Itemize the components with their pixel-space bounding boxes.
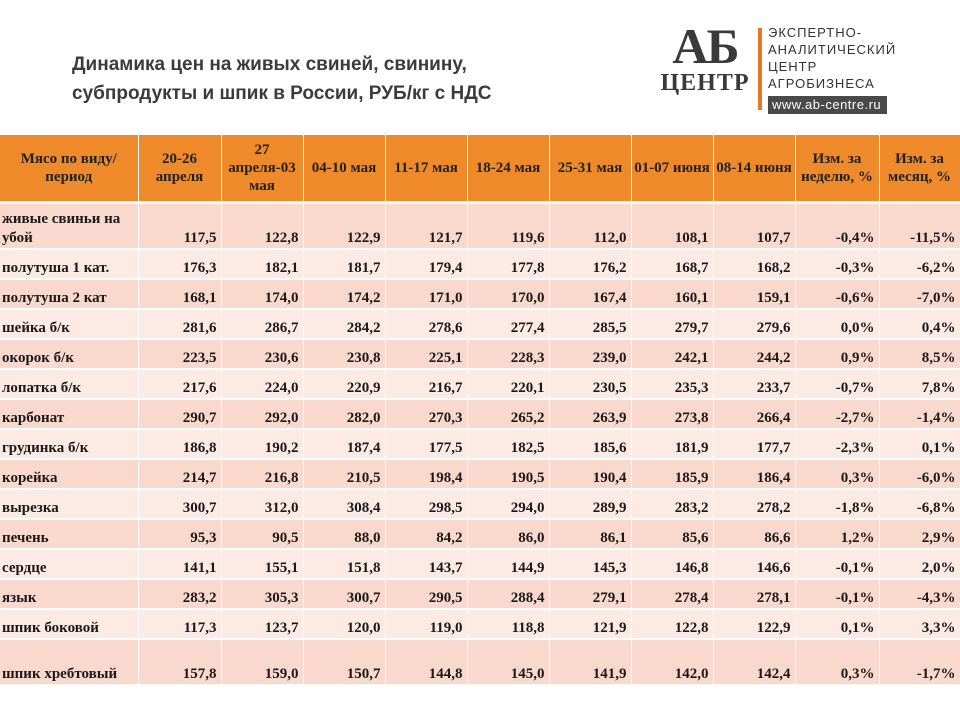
price-cell: 122,8 (221, 203, 303, 250)
price-cell: 146,8 (631, 549, 713, 579)
price-cell: 118,8 (467, 609, 549, 639)
product-name-cell: вырезка (0, 489, 138, 519)
change-cell: 2,9% (879, 519, 960, 549)
price-cell: 145,0 (467, 639, 549, 685)
table-row (0, 399, 960, 429)
price-cell: 176,2 (549, 249, 631, 279)
change-cell: -4,3% (879, 579, 960, 609)
table-row (0, 609, 960, 639)
logo-line-2: АНАЛИТИЧЕСКИЙ (768, 42, 897, 57)
price-cell: 242,1 (631, 339, 713, 369)
price-cell: 220,9 (303, 369, 385, 399)
change-cell: -7,0% (879, 279, 960, 309)
price-cell: 182,5 (467, 429, 549, 459)
change-cell: -0,4% (795, 203, 879, 250)
price-cell: 185,9 (631, 459, 713, 489)
price-cell: 146,6 (713, 549, 795, 579)
price-cell: 292,0 (221, 399, 303, 429)
price-cell: 167,4 (549, 279, 631, 309)
price-cell: 220,1 (467, 369, 549, 399)
price-cell: 283,2 (138, 579, 221, 609)
change-cell: -11,5% (879, 203, 960, 250)
price-cell: 159,0 (221, 639, 303, 685)
change-cell: 3,3% (879, 609, 960, 639)
column-header: 20-26 апреля (138, 135, 221, 203)
price-cell: 266,4 (713, 399, 795, 429)
price-cell: 214,7 (138, 459, 221, 489)
product-name-cell: шпик хребтовый (0, 639, 138, 685)
price-cell: 216,7 (385, 369, 467, 399)
change-cell: -0,3% (795, 249, 879, 279)
product-name-cell: карбонат (0, 399, 138, 429)
price-cell: 265,2 (467, 399, 549, 429)
change-cell: -6,2% (879, 249, 960, 279)
price-cell: 284,2 (303, 309, 385, 339)
price-cell: 289,9 (549, 489, 631, 519)
price-cell: 144,9 (467, 549, 549, 579)
price-cell: 145,3 (549, 549, 631, 579)
table-header-row (0, 135, 960, 203)
price-cell: 282,0 (303, 399, 385, 429)
price-cell: 225,1 (385, 339, 467, 369)
column-header: 01-07 июня (631, 135, 713, 203)
product-name-cell: сердце (0, 549, 138, 579)
price-cell: 230,8 (303, 339, 385, 369)
price-cell: 279,1 (549, 579, 631, 609)
change-cell: -6,8% (879, 489, 960, 519)
price-cell: 281,6 (138, 309, 221, 339)
product-name-cell: шейка б/к (0, 309, 138, 339)
price-cell: 279,7 (631, 309, 713, 339)
change-cell: -2,7% (795, 399, 879, 429)
price-cell: 120,0 (303, 609, 385, 639)
column-header: 11-17 мая (385, 135, 467, 203)
price-cell: 190,5 (467, 459, 549, 489)
logo-mark (660, 18, 750, 96)
logo-text (768, 24, 896, 114)
price-cell: 190,4 (549, 459, 631, 489)
logo-url: www.ab-centre.ru (768, 96, 887, 114)
price-cell: 123,7 (221, 609, 303, 639)
column-header: 18-24 мая (467, 135, 549, 203)
price-cell: 168,1 (138, 279, 221, 309)
price-cell: 170,0 (467, 279, 549, 309)
price-cell: 186,8 (138, 429, 221, 459)
price-cell: 151,8 (303, 549, 385, 579)
price-cell: 112,0 (549, 203, 631, 250)
price-cell: 88,0 (303, 519, 385, 549)
logo-line-1: ЭКСПЕРТНО- (768, 25, 863, 40)
product-name-cell: полутуша 1 кат. (0, 249, 138, 279)
price-cell: 300,7 (303, 579, 385, 609)
column-header: 04-10 мая (303, 135, 385, 203)
page-title (72, 50, 592, 108)
product-name-cell: лопатка б/к (0, 369, 138, 399)
price-cell: 210,5 (303, 459, 385, 489)
title-line-2: субпродукты и шпик в России, РУБ/кг с НДС (72, 83, 492, 104)
price-cell: 270,3 (385, 399, 467, 429)
price-cell: 174,0 (221, 279, 303, 309)
price-cell: 108,1 (631, 203, 713, 250)
price-cell: 157,8 (138, 639, 221, 685)
price-cell: 224,0 (221, 369, 303, 399)
price-cell: 117,5 (138, 203, 221, 250)
price-cell: 174,2 (303, 279, 385, 309)
price-cell: 230,6 (221, 339, 303, 369)
price-cell: 283,2 (631, 489, 713, 519)
table-row (0, 339, 960, 369)
price-cell: 117,3 (138, 609, 221, 639)
product-name-cell: печень (0, 519, 138, 549)
price-cell: 217,6 (138, 369, 221, 399)
price-cell: 90,5 (221, 519, 303, 549)
price-cell: 182,1 (221, 249, 303, 279)
column-header: 08-14 июня (713, 135, 795, 203)
price-cell: 298,5 (385, 489, 467, 519)
table-row (0, 549, 960, 579)
price-cell: 187,4 (303, 429, 385, 459)
product-name-cell: грудинка б/к (0, 429, 138, 459)
price-cell: 290,7 (138, 399, 221, 429)
price-cell: 239,0 (549, 339, 631, 369)
change-cell: 7,8% (879, 369, 960, 399)
price-cell: 122,8 (631, 609, 713, 639)
price-cell: 122,9 (303, 203, 385, 250)
product-name-cell: живые свиньи на убой (0, 203, 138, 250)
price-table (0, 135, 960, 686)
price-cell: 278,4 (631, 579, 713, 609)
price-cell: 86,6 (713, 519, 795, 549)
price-cell: 277,4 (467, 309, 549, 339)
table-row (0, 579, 960, 609)
logo-mark-bottom: ЦЕНТР (660, 70, 750, 96)
price-cell: 308,4 (303, 489, 385, 519)
price-cell: 176,3 (138, 249, 221, 279)
price-cell: 285,5 (549, 309, 631, 339)
product-name-cell: корейка (0, 459, 138, 489)
price-cell: 300,7 (138, 489, 221, 519)
table-row (0, 279, 960, 309)
price-cell: 121,7 (385, 203, 467, 250)
change-cell: -0,1% (795, 579, 879, 609)
price-cell: 177,5 (385, 429, 467, 459)
price-cell: 312,0 (221, 489, 303, 519)
price-cell: 141,1 (138, 549, 221, 579)
table-row (0, 249, 960, 279)
change-cell: 0,0% (795, 309, 879, 339)
price-cell: 288,4 (467, 579, 549, 609)
price-cell: 177,8 (467, 249, 549, 279)
table-row (0, 369, 960, 399)
price-cell: 290,5 (385, 579, 467, 609)
price-cell: 84,2 (385, 519, 467, 549)
change-cell: -0,7% (795, 369, 879, 399)
price-cell: 141,9 (549, 639, 631, 685)
column-header-product: Мясо по виду/период (0, 135, 138, 203)
price-cell: 181,9 (631, 429, 713, 459)
table-row (0, 459, 960, 489)
change-cell: 0,4% (879, 309, 960, 339)
title-line-1: Динамика цен на живых свиней, свинину, (72, 54, 467, 75)
change-cell: 0,1% (879, 429, 960, 459)
table-row (0, 429, 960, 459)
price-cell: 85,6 (631, 519, 713, 549)
price-cell: 294,0 (467, 489, 549, 519)
price-cell: 273,8 (631, 399, 713, 429)
logo-line-4: АГРОБИЗНЕСА (768, 76, 875, 91)
change-cell: 2,0% (879, 549, 960, 579)
product-name-cell: шпик боковой (0, 609, 138, 639)
change-cell: 0,3% (795, 639, 879, 685)
price-cell: 278,6 (385, 309, 467, 339)
change-cell: 0,9% (795, 339, 879, 369)
column-header: 25-31 мая (549, 135, 631, 203)
change-cell: 8,5% (879, 339, 960, 369)
price-cell: 168,7 (631, 249, 713, 279)
product-name-cell: язык (0, 579, 138, 609)
price-cell: 230,5 (549, 369, 631, 399)
column-header: Изм. за месяц, % (879, 135, 960, 203)
price-cell: 144,8 (385, 639, 467, 685)
product-name-cell: окорок б/к (0, 339, 138, 369)
price-cell: 286,7 (221, 309, 303, 339)
change-cell: -1,8% (795, 489, 879, 519)
price-cell: 228,3 (467, 339, 549, 369)
price-cell: 185,6 (549, 429, 631, 459)
price-cell: 223,5 (138, 339, 221, 369)
price-cell: 86,1 (549, 519, 631, 549)
ab-centre-logo (652, 18, 952, 114)
price-cell: 107,7 (713, 203, 795, 250)
price-cell: 95,3 (138, 519, 221, 549)
price-cell: 179,4 (385, 249, 467, 279)
column-header: 27 апреля-03 мая (221, 135, 303, 203)
price-cell: 181,7 (303, 249, 385, 279)
change-cell: -2,3% (795, 429, 879, 459)
price-cell: 119,6 (467, 203, 549, 250)
price-cell: 233,7 (713, 369, 795, 399)
price-cell: 142,0 (631, 639, 713, 685)
price-cell: 235,3 (631, 369, 713, 399)
price-cell: 121,9 (549, 609, 631, 639)
price-cell: 159,1 (713, 279, 795, 309)
table-row (0, 489, 960, 519)
product-name-cell: полутуша 2 кат (0, 279, 138, 309)
price-cell: 150,7 (303, 639, 385, 685)
change-cell: -0,1% (795, 549, 879, 579)
price-cell: 263,9 (549, 399, 631, 429)
table-row (0, 519, 960, 549)
change-cell: 1,2% (795, 519, 879, 549)
logo-mark-top: АБ (672, 18, 738, 74)
change-cell: -1,7% (879, 639, 960, 685)
price-cell: 171,0 (385, 279, 467, 309)
price-cell: 119,0 (385, 609, 467, 639)
price-cell: 198,4 (385, 459, 467, 489)
change-cell: -0,6% (795, 279, 879, 309)
table-row (0, 203, 960, 250)
logo-divider (758, 28, 762, 110)
change-cell: 0,3% (795, 459, 879, 489)
price-cell: 244,2 (713, 339, 795, 369)
price-cell: 86,0 (467, 519, 549, 549)
price-cell: 278,1 (713, 579, 795, 609)
price-cell: 190,2 (221, 429, 303, 459)
change-cell: -1,4% (879, 399, 960, 429)
price-cell: 278,2 (713, 489, 795, 519)
price-cell: 168,2 (713, 249, 795, 279)
column-header: Изм. за неделю, % (795, 135, 879, 203)
table-row (0, 309, 960, 339)
price-cell: 143,7 (385, 549, 467, 579)
price-cell: 160,1 (631, 279, 713, 309)
price-cell: 142,4 (713, 639, 795, 685)
price-cell: 216,8 (221, 459, 303, 489)
price-cell: 305,3 (221, 579, 303, 609)
logo-line-3: ЦЕНТР (768, 59, 818, 74)
price-cell: 177,7 (713, 429, 795, 459)
price-cell: 122,9 (713, 609, 795, 639)
price-cell: 186,4 (713, 459, 795, 489)
price-cell: 279,6 (713, 309, 795, 339)
table-row (0, 639, 960, 685)
change-cell: 0,1% (795, 609, 879, 639)
price-cell: 155,1 (221, 549, 303, 579)
change-cell: -6,0% (879, 459, 960, 489)
